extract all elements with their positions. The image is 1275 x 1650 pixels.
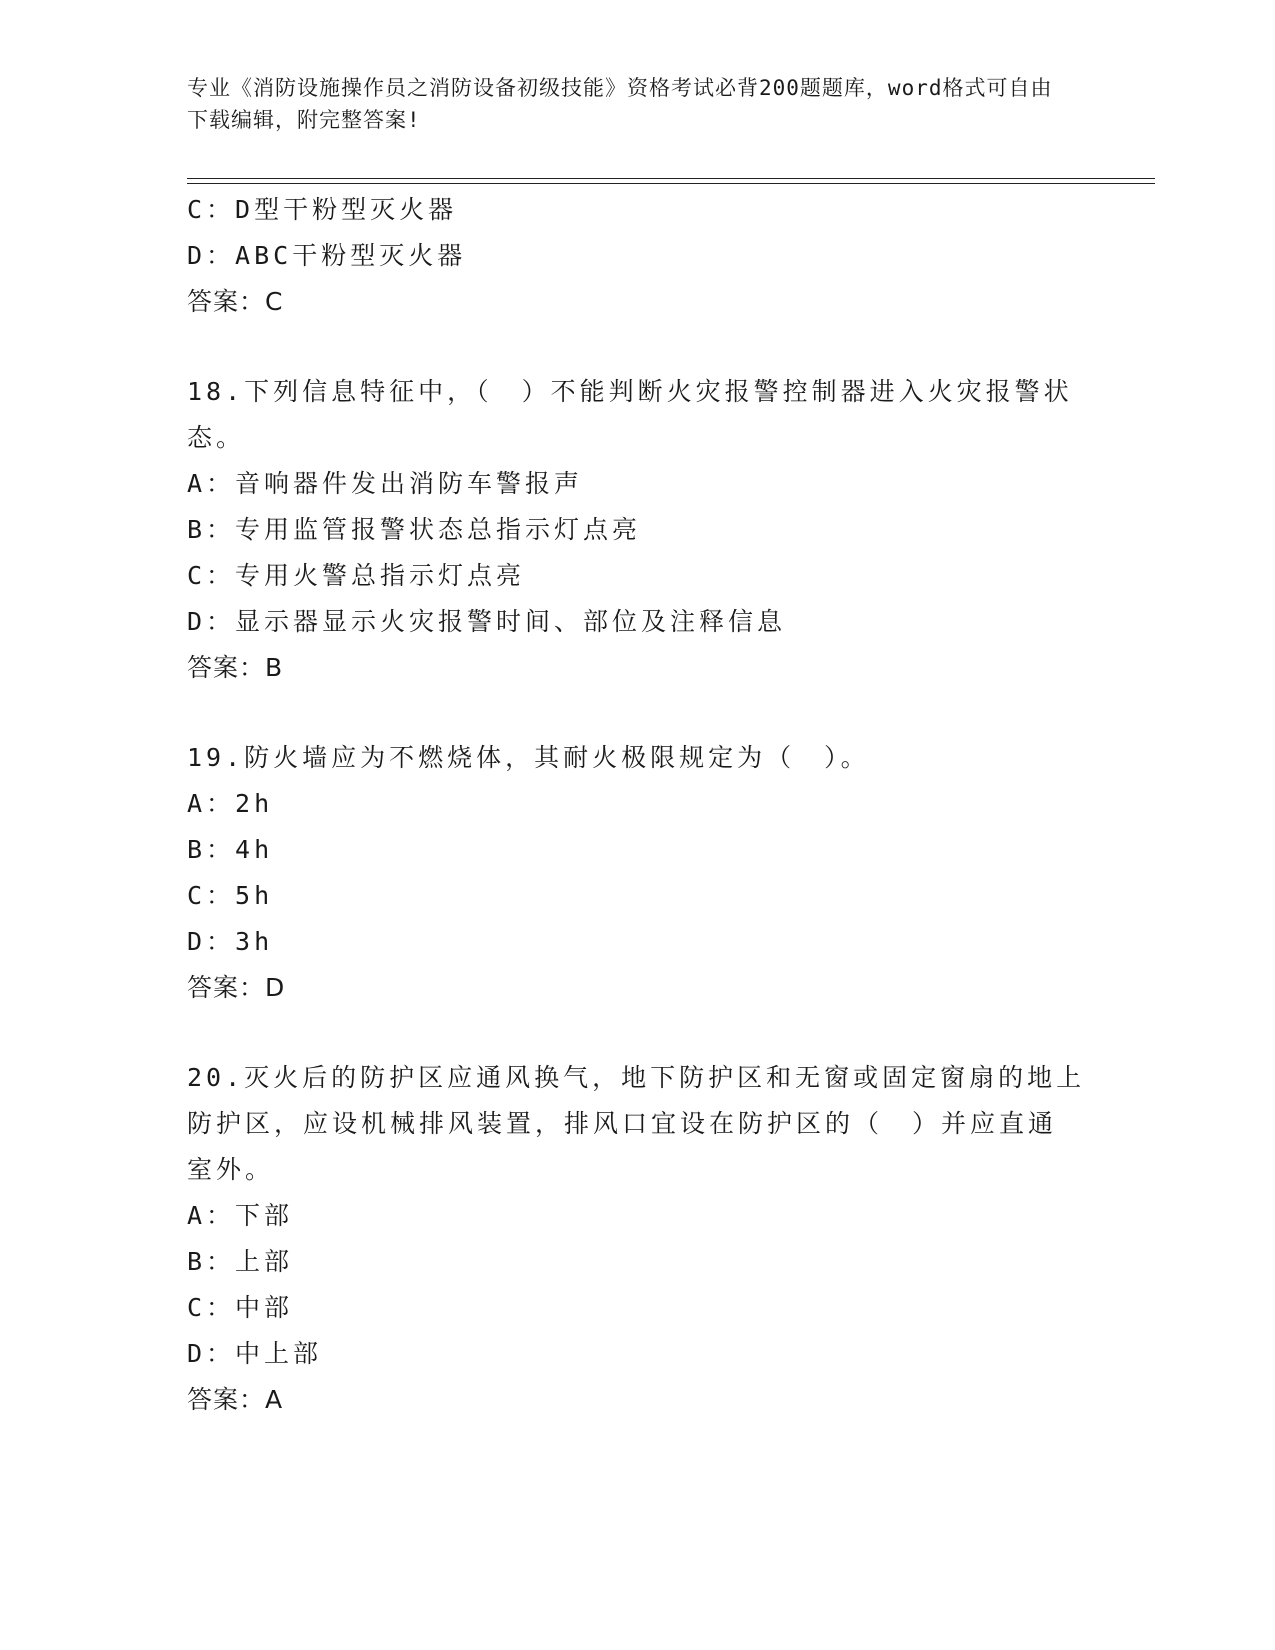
question-list	[187, 187, 1087, 1423]
answer-line: 答案：B	[187, 653, 284, 682]
option-d: D：ABC干粉型灭火器	[187, 241, 467, 270]
question-stem-line: 18.下列信息特征中，（ ）不能判断火灾报警控制器进入火灾报警状	[187, 377, 1073, 406]
question-18	[187, 369, 1087, 691]
question-20	[187, 1055, 1087, 1423]
question-stem-line: 20.灭火后的防护区应通风换气，地下防护区和无窗或固定窗扇的地上	[187, 1063, 1086, 1092]
option-a: A：2h	[187, 789, 274, 818]
option-d: D：3h	[187, 927, 274, 956]
option-d: D：显示器显示火灾报警时间、部位及注释信息	[187, 607, 787, 636]
option-c: C：D型干粉型灭火器	[187, 195, 458, 224]
option-c: C：中部	[187, 1293, 294, 1322]
option-c: C：专用火警总指示灯点亮	[187, 561, 526, 590]
question-stem-line: 19.防火墙应为不燃烧体，其耐火极限规定为（ ）。	[187, 743, 870, 772]
header-text: 专业《消防设施操作员之消防设备初级技能》资格考试必背200题题库，word格式可自由下载编辑，附完整答案!	[187, 76, 1053, 132]
question-stem-line: 防护区，应设机械排风装置，排风口宜设在防护区的（ ）并应直通	[187, 1109, 1058, 1138]
header-divider-top	[187, 178, 1155, 179]
header-divider-bottom	[187, 183, 1155, 184]
question-stem-line: 室外。	[187, 1155, 275, 1184]
document-header	[187, 72, 1067, 136]
question-stem-line: 态。	[187, 423, 246, 452]
option-b: B：上部	[187, 1247, 294, 1276]
option-a: A：音响器件发出消防车警报声	[187, 469, 584, 498]
option-d: D：中上部	[187, 1339, 323, 1368]
previous-question-tail	[187, 187, 1087, 325]
option-a: A：下部	[187, 1201, 294, 1230]
option-b: B：4h	[187, 835, 274, 864]
answer-line: 答案：D	[187, 973, 286, 1002]
answer-line: 答案：C	[187, 287, 284, 316]
option-c: C：5h	[187, 881, 274, 910]
option-b: B：专用监管报警状态总指示灯点亮	[187, 515, 642, 544]
question-19	[187, 735, 1087, 1011]
answer-line: 答案：A	[187, 1385, 284, 1414]
